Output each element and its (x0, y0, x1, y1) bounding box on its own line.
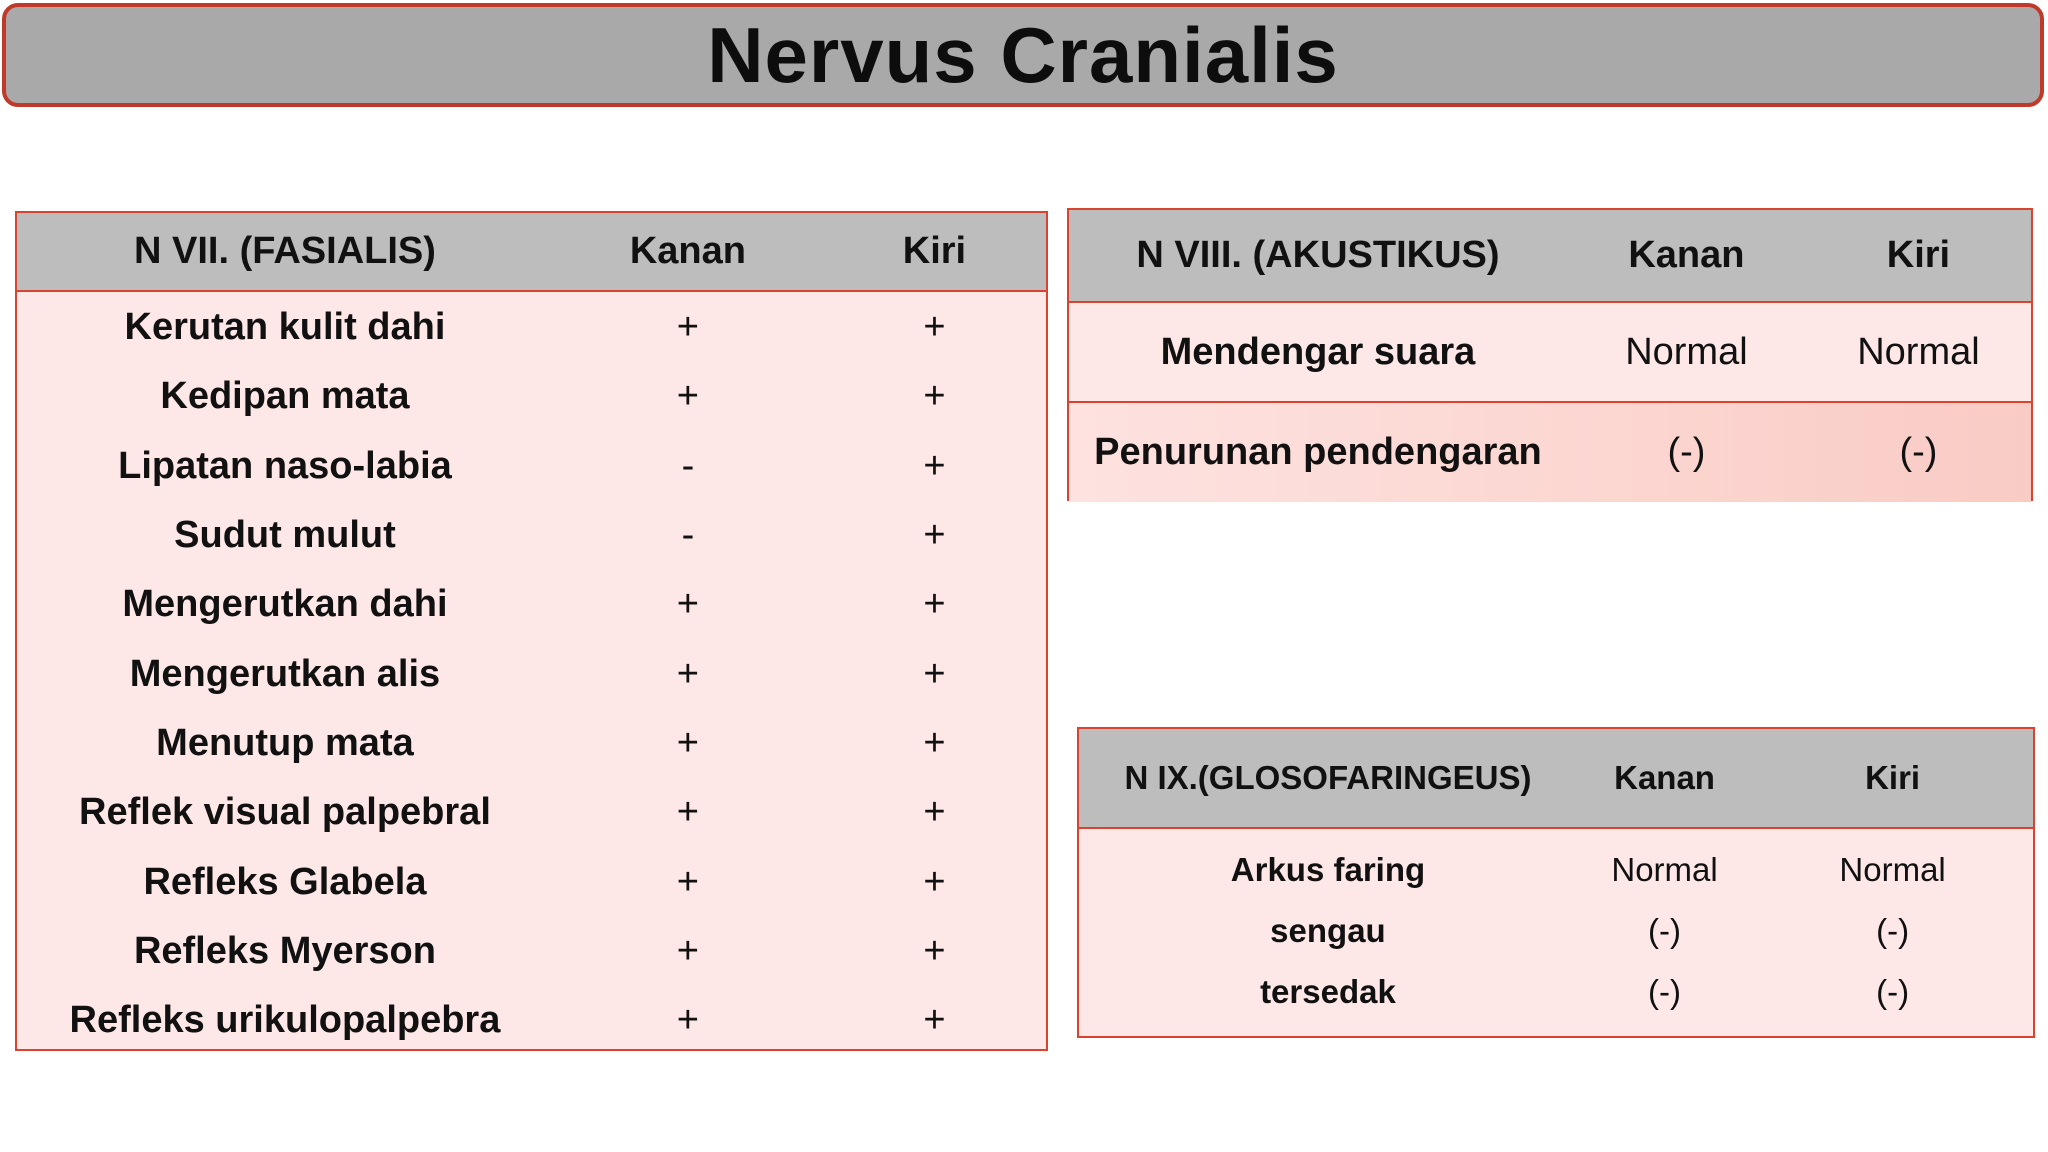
row-kanan: + (676, 929, 699, 972)
fasialis-header-kanan: Kanan (629, 230, 746, 272)
row-kiri: (-) (1876, 972, 1910, 1010)
row-label: Arkus faring (1230, 850, 1426, 888)
row-label: Refleks urikulopalpebra (69, 999, 501, 1042)
row-kiri: + (923, 721, 946, 764)
table-row (1079, 900, 2033, 961)
fasialis-header-row (17, 213, 1046, 292)
row-label: Mengerutkan alis (129, 652, 441, 695)
row-label: Kedipan mata (160, 375, 410, 418)
row-kanan: + (676, 583, 699, 626)
row-kanan: + (676, 375, 699, 418)
table-row (1069, 403, 2031, 502)
row-label: Mengerutkan dahi (122, 583, 448, 626)
row-kiri: + (923, 583, 946, 626)
row-kiri: + (923, 306, 946, 349)
akustikus-header-nerve: N VIII. (AKUSTIKUS) (1136, 234, 1500, 276)
row-kanan: + (676, 721, 699, 764)
row-kiri: (-) (1876, 911, 1910, 949)
row-kanan: + (676, 791, 699, 834)
row-kanan: Normal (1625, 330, 1748, 373)
glosofaringeus-table (1077, 727, 2035, 1038)
row-kiri: (-) (1899, 431, 1938, 473)
row-label: Lipatan naso-labia (118, 444, 452, 487)
row-kiri: Normal (1857, 330, 1980, 373)
row-label: tersedak (1260, 972, 1396, 1010)
row-kanan: + (676, 306, 699, 349)
fasialis-header-nerve: N VII. (FASIALIS) (134, 230, 436, 272)
row-kanan: + (676, 652, 699, 695)
row-label: Penurunan pendengaran (1094, 431, 1542, 473)
table-row (17, 917, 1046, 986)
row-kanan: (-) (1648, 972, 1682, 1010)
title-banner (2, 3, 2044, 107)
row-kiri: + (923, 999, 946, 1042)
row-kanan: - (681, 444, 695, 487)
table-row (17, 847, 1046, 916)
table-row (1069, 303, 2031, 403)
akustikus-table (1067, 208, 2033, 501)
row-kiri: Normal (1839, 850, 1946, 888)
table-row (17, 432, 1046, 501)
fasialis-header-kiri: Kiri (902, 230, 967, 272)
row-kanan: + (676, 999, 699, 1042)
row-label: Menutup mata (156, 721, 414, 764)
glosofaringeus-header-row (1079, 729, 2033, 829)
glosofaringeus-header-kanan: Kanan (1614, 759, 1715, 796)
glosofaringeus-header-nerve: N IX.(GLOSOFARINGEUS) (1124, 759, 1532, 796)
row-kiri: + (923, 444, 946, 487)
akustikus-header-kiri: Kiri (1886, 234, 1951, 276)
fasialis-table (15, 211, 1048, 1051)
akustikus-header-kanan: Kanan (1628, 234, 1745, 276)
row-kanan: (-) (1667, 431, 1706, 473)
row-label: Kerutan kulit dahi (124, 306, 446, 349)
row-kiri: + (923, 929, 946, 972)
akustikus-header-row (1069, 210, 2031, 303)
row-kiri: + (923, 652, 946, 695)
row-kanan: Normal (1611, 850, 1718, 888)
table-row (17, 501, 1046, 570)
table-row (1079, 839, 2033, 900)
table-row (17, 986, 1046, 1055)
row-kiri: + (923, 375, 946, 418)
row-label: Refleks Glabela (143, 860, 427, 903)
glosofaringeus-header-kiri: Kiri (1865, 759, 1921, 796)
row-label: Reflek visual palpebral (79, 791, 491, 834)
row-kanan: (-) (1648, 911, 1682, 949)
row-kiri: + (923, 514, 946, 557)
table-row (17, 778, 1046, 847)
table-row (17, 293, 1046, 362)
row-label: Refleks Myerson (133, 929, 436, 972)
table-row (17, 709, 1046, 778)
table-row (17, 362, 1046, 431)
row-kiri: + (923, 791, 946, 834)
row-kanan: - (681, 514, 695, 557)
table-row (17, 570, 1046, 639)
table-row (1079, 961, 2033, 1022)
row-kiri: + (923, 860, 946, 903)
row-label: Sudut mulut (174, 514, 396, 557)
row-label: sengau (1270, 911, 1386, 949)
row-kanan: + (676, 860, 699, 903)
page-title: Nervus Cranialis (707, 10, 1339, 99)
table-row (17, 639, 1046, 708)
row-label: Mendengar suara (1160, 330, 1476, 373)
